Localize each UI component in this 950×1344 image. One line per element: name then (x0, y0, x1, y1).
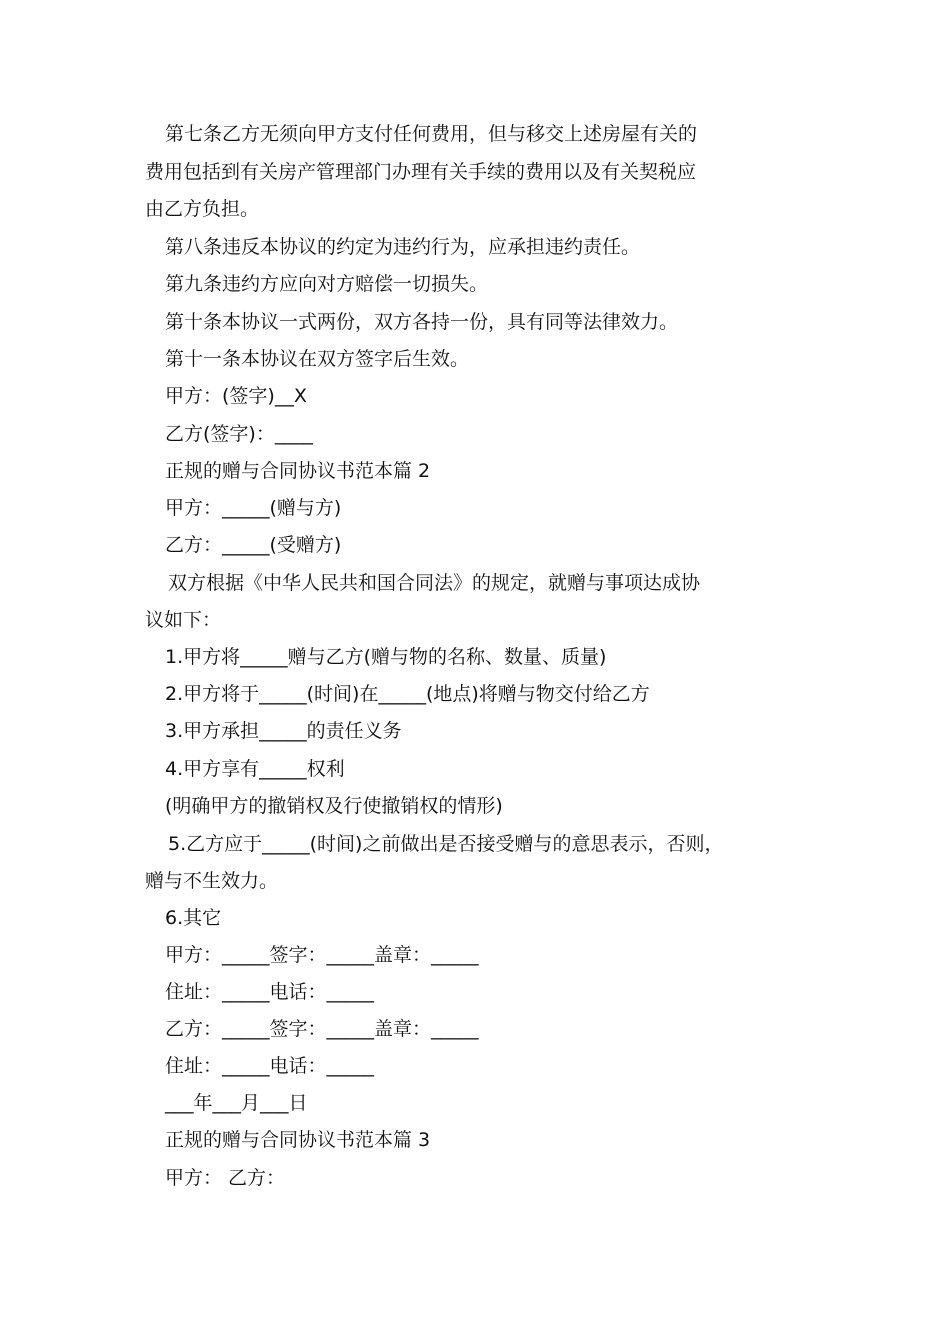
party-a-address-phone: 住址：_____电话：_____ (165, 981, 375, 1003)
party-a-sign-block: 甲方：_____签字：_____盖章：_____ (165, 944, 479, 966)
article-7-line-3: 由乙方负担。 (145, 198, 260, 220)
clause-4: 4.甲方享有_____权利 (165, 758, 345, 780)
clause-4-note: (明确甲方的撤销权及行使撤销权的情形) (165, 795, 503, 817)
section-title-3: 正规的赠与合同协议书范本篇 3 (165, 1129, 431, 1151)
article-7-line-2: 费用包括到有关房产管理部门办理有关手续的费用以及有关契税应 (145, 161, 697, 183)
article-7-line-1: 第七条乙方无须向甲方支付任何费用，但与移交上述房屋有关的 (165, 123, 698, 145)
party-b-sign-block: 乙方：_____签字：_____盖章：_____ (165, 1018, 479, 1040)
party-a-donor: 甲方：_____(赠与方) (165, 497, 342, 519)
party-b-signature: 乙方(签字)：____ (165, 423, 313, 445)
clause-3: 3.甲方承担_____的责任义务 (165, 720, 402, 742)
clause-6: 6.其它 (165, 907, 222, 929)
clause-2: 2.甲方将于_____(时间)在_____(地点)将赠与物交付给乙方 (165, 683, 650, 705)
party-b-donee: 乙方：_____(受赠方) (165, 534, 342, 556)
article-11: 第十一条本协议在双方签字后生效。 (165, 348, 470, 370)
section-title-2: 正规的赠与合同协议书范本篇 2 (165, 460, 431, 482)
article-10: 第十条本协议一式两份，双方各持一份，具有同等法律效力。 (165, 311, 679, 333)
preamble-line-2: 议如下： (145, 609, 222, 631)
clause-5-line-1: 5.乙方应于_____(时间)之前做出是否接受赠与的意思表示，否则， (168, 833, 724, 855)
preamble-line-1: 双方根据《中华人民共和国合同法》的规定，就赠与事项达成协 (168, 572, 701, 594)
parties-line: 甲方： 乙方： (165, 1167, 286, 1189)
party-b-address-phone: 住址：_____电话：_____ (165, 1055, 375, 1077)
article-8: 第八条违反本协议的约定为违约行为，应承担违约责任。 (165, 236, 641, 258)
clause-1: 1.甲方将_____赠与乙方(赠与物的名称、数量、质量) (165, 646, 607, 668)
date-line: ___年___月___日 (165, 1092, 308, 1114)
party-a-signature: 甲方：(签字)__X (165, 385, 307, 407)
article-9: 第九条违约方应向对方赔偿一切损失。 (165, 273, 489, 295)
clause-5-line-2: 赠与不生效力。 (145, 870, 279, 892)
